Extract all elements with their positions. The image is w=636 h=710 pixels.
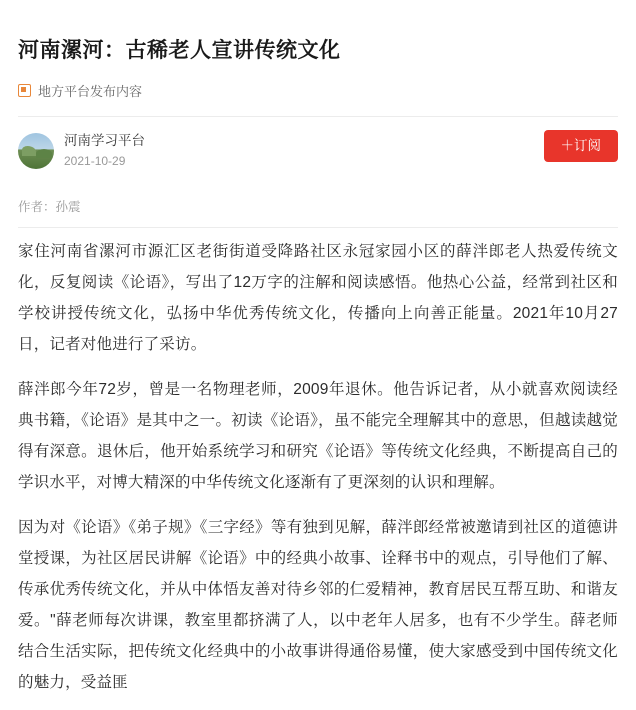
platform-tag-label: 地方平台发布内容 — [38, 84, 143, 100]
article-page — [0, 14, 636, 710]
article-paragraph: 家住河南省漯河市源汇区老街街道受降路社区永冠家园小区的薛泮郎老人热爱传统文化，反复阅读《论语》，写出了12万字的注解和阅读感悟。他热心公益，经常到社区和学校讲授传统文化，弘扬中华优秀传统文化，传播向上向善正能量。2021年10月27日，记者对他进行了采访。 — [18, 242, 618, 353]
platform-tag — [18, 81, 618, 100]
article-paragraph: 因为对《论语》《弟子规》《三字经》等有独到见解，薛泮郎经常被邀请到社区的道德讲堂授课，为社区居民讲解《论语》中的经典小故事、诠释书中的观点，引导他们了解、传承优秀传统文化，并从中体悟友善对待乡邻的仁爱精神，教育居民互帮互助、和谐友爱。"薛老师每次讲课，教室里都挤满了人，以中老年人居多，也有不少学生。薛老师结合生活实际，把传统文化经典中的小故事讲得通俗易懂，使大家感受到中国传统文化的魅力，受益匪 — [18, 518, 618, 691]
source-meta — [64, 131, 145, 170]
avatar[interactable] — [18, 133, 54, 169]
platform-badge-icon — [18, 84, 31, 97]
article-paragraph: 薛泮郎今年72岁，曾是一名物理老师，2009年退休。他告诉记者，从小就喜欢阅读经典书籍，《论语》是其中之一。初读《论语》，虽不能完全理解其中的意思，但越读越觉得有深意。退休后，他开始系统学习和研究《论语》等传统文化经典，不断提高自己的学识水平，对博大精深的中华传统文化逐渐有了更深刻的认识和理解。 — [18, 380, 618, 491]
page-title: 河南漯河：古稀老人宣讲传统文化 — [18, 39, 341, 63]
publish-date: 2021-10-29 — [64, 153, 126, 168]
bottom-fade — [0, 700, 636, 710]
source-row — [18, 117, 618, 184]
article-body — [18, 228, 618, 698]
source-name[interactable]: 河南学习平台 — [64, 133, 145, 149]
author-line: 作者：孙震 — [18, 199, 81, 214]
subscribe-button[interactable]: ＋订阅 — [544, 130, 619, 162]
